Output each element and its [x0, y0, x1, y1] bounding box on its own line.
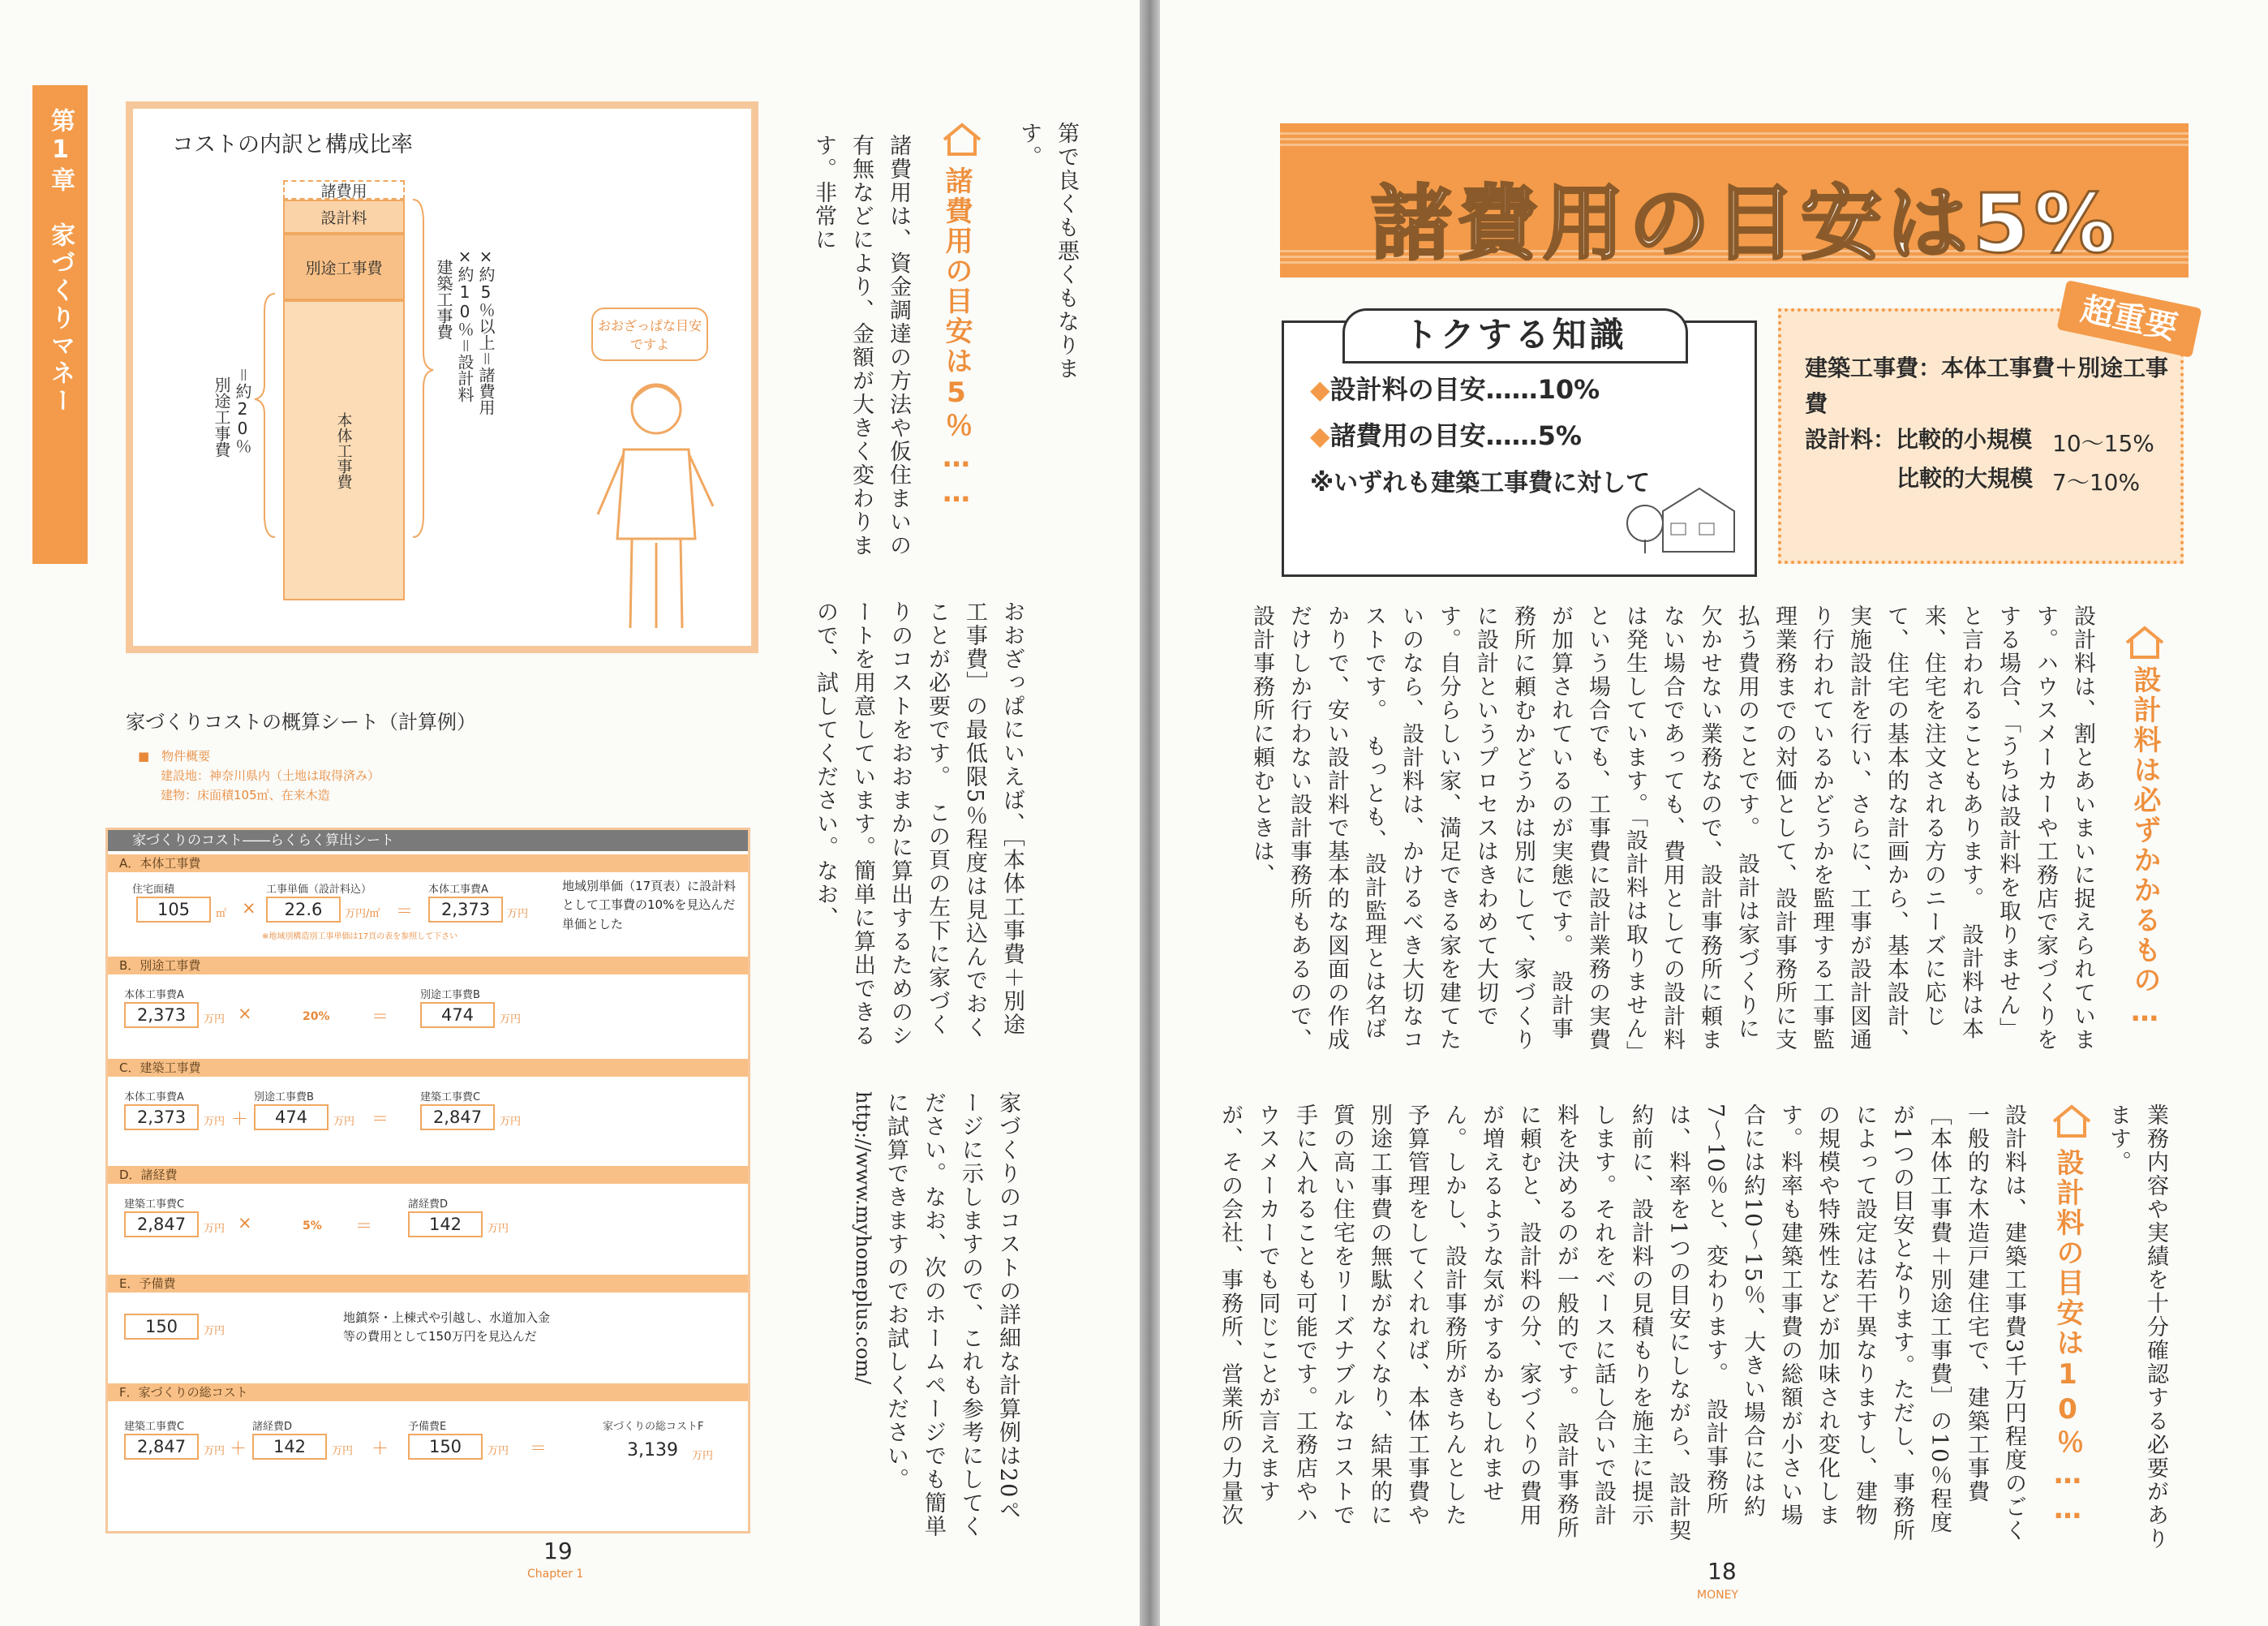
- heading-ten: 設計料の目安は10％……: [2051, 1148, 2084, 1528]
- times-sign: ×: [238, 1004, 252, 1023]
- equals-sign: ＝: [530, 1439, 547, 1458]
- note-misc: ×約5％以上＝諸費用: [476, 247, 496, 415]
- d-total-unit: 万円: [488, 1223, 509, 1235]
- section-b: [108, 974, 748, 1056]
- c-a-value: 2,373: [124, 1104, 199, 1130]
- diamond-icon: ◆: [1310, 420, 1330, 451]
- section-f-header: F．家づくりの総コスト: [108, 1383, 748, 1401]
- f-d-label: 諸経費D: [252, 1421, 293, 1433]
- segment-misc: 諸費用: [283, 180, 405, 200]
- c-total-label: 建築工事費C: [420, 1091, 481, 1103]
- meta-label: ■ 物件概要: [138, 749, 211, 764]
- equals-sign: ＝: [355, 1216, 372, 1236]
- tokusuru-line2: [1310, 415, 1582, 453]
- f-total-value: 3,139: [627, 1440, 678, 1460]
- homepage-url[interactable]: http://www.myhomeplus.com/: [852, 1091, 874, 1385]
- section-e: [108, 1293, 748, 1380]
- f-c-label: 建築工事費C: [124, 1421, 185, 1433]
- house-icon: [2051, 1103, 2093, 1139]
- important-line2-value: 10〜15%: [2052, 430, 2154, 457]
- c-a-label: 本体工事費A: [124, 1091, 184, 1103]
- d-total-label: 諸経費D: [408, 1198, 449, 1211]
- equals-sign: ＝: [372, 1109, 389, 1129]
- calc-sheet: [105, 828, 750, 1534]
- b-total-label: 別途工事費B: [420, 989, 480, 1001]
- sheet-header: 家づくりのコスト――らくらく算出シート: [108, 830, 748, 851]
- label-separate-pct: ＝約20％: [233, 367, 252, 454]
- tokusuru-line2-text: 諸費用の目安……5%: [1329, 420, 1582, 451]
- a-total-label: 本体工事費A: [428, 884, 488, 896]
- sheet-title: 家づくりコストの概算シート（計算例）: [126, 711, 476, 733]
- body-misc: 諸費用は、資金調達の方法や仮住まいの有無などにより、金額が大きく変わります。非常に: [811, 134, 911, 557]
- meta-building: 建物：床面積105㎡、在来木造: [161, 788, 330, 802]
- a-unit-unit: 万円/㎡: [345, 908, 380, 920]
- c-b-label: 別途工事費B: [254, 1091, 314, 1103]
- page-sub-left: Chapter 1: [527, 1568, 584, 1581]
- label-building: 建築工事費: [434, 259, 453, 340]
- f-e-label: 予備費E: [408, 1421, 447, 1433]
- breakdown-title: コストの内訳と構成比率: [172, 132, 413, 157]
- b-total-value: 474: [420, 1002, 495, 1028]
- important-line3-label: 比較的大規模: [1896, 465, 2034, 492]
- b-main-value: 2,373: [124, 1002, 199, 1028]
- person-illustration: [591, 368, 721, 636]
- section-d-header: D．諸経費: [108, 1166, 748, 1184]
- page-sub-right: MONEY: [1697, 1589, 1738, 1602]
- chapter-tab: [32, 85, 88, 564]
- tokusuru-line1: [1310, 369, 1600, 406]
- important-badge: 超重要: [2056, 280, 2201, 358]
- body-calc: 家づくりのコストの詳細な計算例は20ページに示しますので、これも参考にしてください。なお、次のホームページでも簡単に試算できますのでお試しください。: [883, 1091, 1020, 1538]
- chapter-tab-label: 第1章 家づくりマネー: [46, 108, 75, 415]
- section-c: [108, 1077, 748, 1163]
- tokusuru-line1-text: 設計料の目安……10%: [1329, 374, 1600, 405]
- a-memo: 地域別単価（17頁表）に設計料として工事費の10%を見込んだ単価とした: [562, 879, 737, 931]
- house-icon: [941, 122, 983, 157]
- f-total-label: 家づくりの総コストF: [603, 1421, 704, 1433]
- house-illustration: [1622, 479, 1736, 556]
- cost-breakdown-diagram: [126, 101, 758, 653]
- plus-sign: ＋: [372, 1439, 389, 1458]
- d-c-value: 2,847: [124, 1211, 199, 1237]
- f-e-value: 150: [408, 1434, 483, 1460]
- section-a: [108, 872, 748, 953]
- section-d: [108, 1184, 748, 1271]
- plus-sign: ＋: [230, 1439, 247, 1458]
- f-d-unit: 万円: [332, 1445, 354, 1457]
- c-total-value: 2,847: [420, 1104, 495, 1130]
- speech-bubble: おおざっぱな目安ですよ: [591, 308, 708, 361]
- body-required-end: 業務内容や実績を十分確認する必要があります。: [2106, 1103, 2168, 1551]
- d-c-unit: 万円: [204, 1223, 226, 1235]
- heading-misc: 諸費用の目安は5％……: [940, 166, 973, 511]
- c-b-unit: 万円: [333, 1116, 355, 1128]
- a-unit-label: 工事単価（設計料込）: [266, 884, 372, 896]
- important-line3-value: 7〜10%: [2052, 469, 2141, 496]
- f-c-value: 2,847: [124, 1434, 199, 1460]
- page-number-right: 18: [1707, 1558, 1737, 1585]
- e-memo: 地鎮祭・上棟式や引越し、水道加入金等の費用として150万円を見込んだ: [343, 1310, 551, 1344]
- diamond-icon: ◆: [1310, 374, 1330, 405]
- equals-sign: ＝: [372, 1007, 389, 1026]
- tokusuru-title: トクする知識: [1342, 308, 1688, 363]
- b-pct: 20%: [303, 1010, 330, 1023]
- times-sign: ×: [242, 898, 256, 918]
- section-a-header: A．本体工事費: [108, 854, 748, 872]
- tokusuru-line3: ※いずれも建築工事費に対して: [1310, 469, 1651, 497]
- f-total-unit: 万円: [692, 1450, 714, 1462]
- d-c-label: 建築工事費C: [124, 1198, 185, 1211]
- a-area-label: 住宅面積: [132, 884, 175, 896]
- label-separate: 別途工事費: [212, 376, 231, 458]
- sheet-meta: [138, 746, 380, 805]
- body-rough: おおざっぱにいえば、［本体工事費＋別途工事費］の最低限5％程度は見込んでおくことが必要です。 この頁の左下に家づくりのコストをおおまかに算出するためのシートを用意しています。簡単に算出できるので、試してください。なお、: [813, 600, 1024, 1047]
- body-required: 設計料は、割とあいまいに捉えられています。ハウスメーカーや工務店で家づくりをする場合、「うちは設計料を取りません」と言われることもあります。 設計料は本来、住宅を注文される方のニーズに応じて、住宅の基本的な計画から、基本設計、実施設計を行い、さらに、工事が設計図通り行われているかどうかを監理する工事監理業務までの対価として、設計事務所に支払う費用のことです。 設計は家づくりに欠かせない業務なので、設計事務所に頼まない場合であっても、費用としての設計料は発生しています。「設計料は取りません」という場合でも、工事費に設計業務の実費が加算されているのが実態です。 設計事務所に頼むかどうかは別にして、家づくりに設計というプロセスはきわめて大切です。自分らしい家、満足できる家を建てたいのなら、設計料は、かけるべき大切なコストです。 もっとも、設計監理とは名ばかりで、安い設計料で基本的な図面の作成だけしか行わない設計事務所もあるので、設計事務所に頼むときは、: [1249, 604, 2095, 1053]
- page-number-left: 19: [543, 1538, 573, 1564]
- a-note-small: ※地域別構造別工事単価は17頁の表を参照して下さい: [262, 932, 458, 941]
- c-total-unit: 万円: [500, 1116, 522, 1128]
- e-value: 150: [124, 1314, 199, 1340]
- section-e-header: E．予備費: [108, 1275, 748, 1293]
- d-pct: 5%: [303, 1220, 322, 1232]
- times-sign: ×: [238, 1213, 252, 1232]
- note-design: ×約10％＝設計料: [455, 247, 475, 402]
- segment-main-label: 本体工事費: [334, 411, 353, 489]
- house-icon: [2124, 625, 2166, 660]
- a-unit-value: 22.6: [266, 897, 341, 923]
- body-ten: 設計料は、建築工事費3千万円程度のごく一般的な木造戸建住宅で、建築工事費［本体工事費＋別途工事費］の10％程度が1つの目安となります。ただし、事務所によって設定は若干異なりますし、建物の規模や特殊性などが加味され変化します。料率も建築工事費の総額が小さい場合には約10〜15％、大きい場合には約7〜10％と、変わります。 設計事務所は、料率を1つの目安にしながら、設計契約前に、設計料の見積もりを施主に提示します。それをベースに話し合いで設計料を決めるのが一般的です。 設計事務所に頼むと、設計料の分、家づくりの費用が増えるような気がするかもしれません。しかし、設計事務所がきちんとした予算管理をしてくれれば、本体工事費や別途工事費の無駄がなくなり、結果的に質の高い住宅をリーズナブルなコストで手に入れることも可能です。工務店やハウスメーカーでも同じことが言えますが、その会社、事務所、営業所の力量次: [1218, 1103, 2026, 1543]
- equals-sign: ＝: [396, 901, 413, 921]
- book-gutter: [1140, 0, 1160, 1626]
- c-a-unit: 万円: [204, 1116, 226, 1128]
- c-b-value: 474: [254, 1104, 329, 1130]
- banner-stripe-top: [1280, 130, 2189, 146]
- b-main-unit: 万円: [204, 1013, 226, 1026]
- intro-column: 第で良くも悪くもなります。: [1016, 122, 1079, 381]
- banner-title: 諸費用の目安は5%: [1371, 176, 2120, 271]
- plus-sign: ＋: [231, 1109, 248, 1129]
- meta-site: 建設地：神奈川県内（土地は取得済み）: [161, 768, 380, 783]
- a-total-unit: 万円: [507, 908, 529, 920]
- important-line2-label: 設計料：比較的小規模: [1805, 426, 2033, 453]
- segment-design: 設計料: [283, 200, 405, 234]
- section-c-header: C．建築工事費: [108, 1059, 748, 1077]
- d-total-value: 142: [408, 1211, 483, 1237]
- f-d-value: 142: [252, 1434, 327, 1460]
- f-c-unit: 万円: [204, 1445, 226, 1457]
- heading-required: 設計料は必ずかかるもの…: [2128, 665, 2161, 1030]
- b-total-unit: 万円: [500, 1013, 522, 1026]
- a-area-value: 105: [136, 897, 211, 923]
- f-e-unit: 万円: [488, 1445, 509, 1457]
- section-b-header: B．別途工事費: [108, 957, 748, 974]
- a-area-unit: ㎡: [216, 908, 227, 920]
- b-main-label: 本体工事費A: [124, 989, 184, 1001]
- important-line1: 建築工事費：本体工事費＋別途工事費: [1805, 355, 2169, 417]
- section-f: [108, 1401, 748, 1490]
- e-unit: 万円: [204, 1325, 226, 1337]
- a-total-value: 2,373: [428, 897, 503, 923]
- segment-separate: 別途工事費: [283, 234, 405, 300]
